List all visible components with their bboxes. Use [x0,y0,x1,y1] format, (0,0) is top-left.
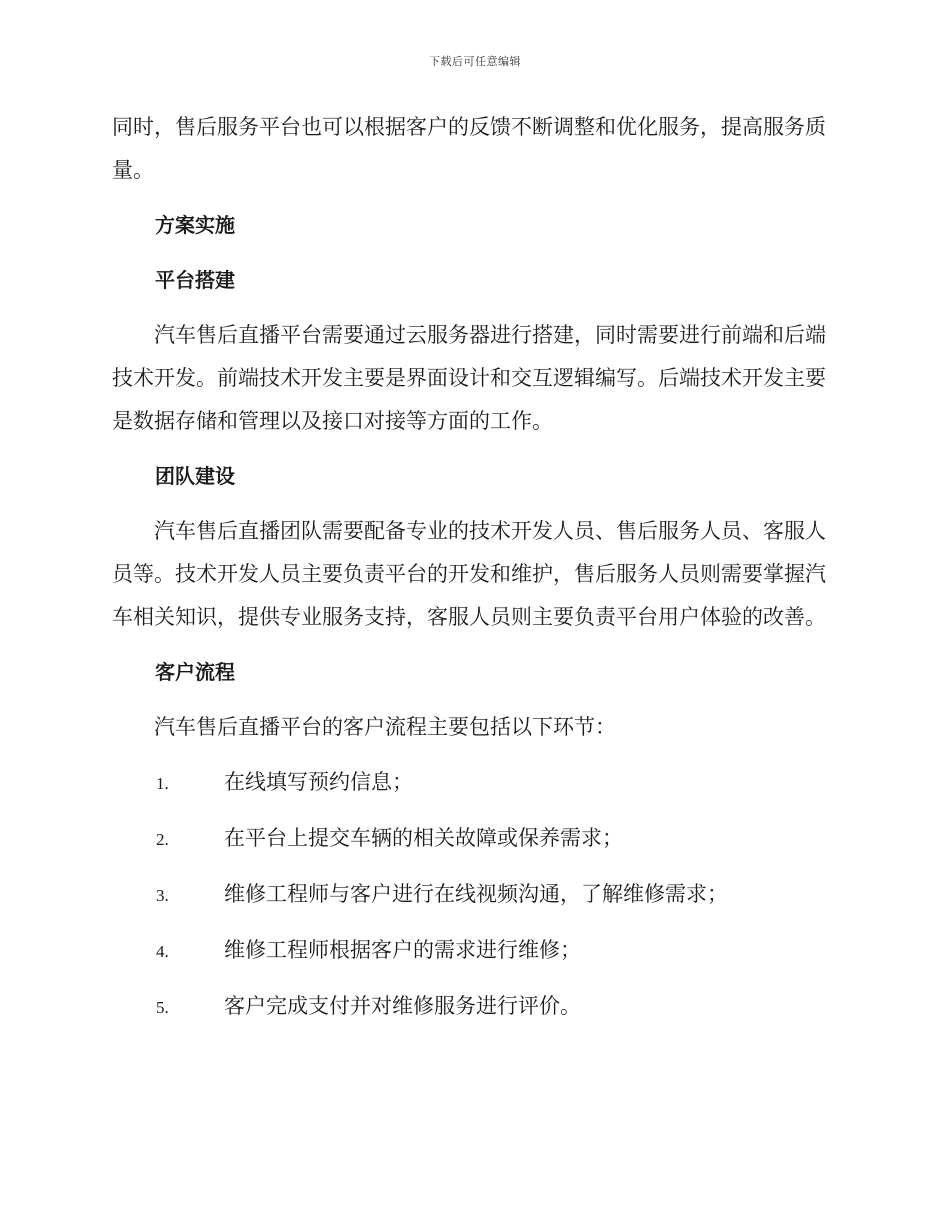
list-item [112,873,832,917]
list-item [112,929,832,973]
team-heading: 团队建设 [155,464,235,488]
list-item [112,817,832,861]
process-heading: 客户流程 [155,660,235,684]
list-item-number: 1. [156,774,169,793]
page-header: 下载后可任意编辑 [429,55,521,68]
list-item [112,985,832,1029]
list-item-text: 维修工程师根据客户的需求进行维修； [224,938,581,962]
document-body [112,106,832,1029]
list-item-text: 在平台上提交车辆的相关故障或保养需求； [224,826,623,850]
team-paragraph: 汽车售后直播团队需要配备专业的技术开发人员、售后服务人员、客服人员等。技术开发人员主要负责平台的开发和维护，售后服务人员则需要掌握汽车相关知识，提供专业服务支持，客服人员则主要负责平台用户体验的改善。 [112,519,826,629]
process-intro: 汽车售后直播平台的客户流程主要包括以下环节： [154,715,616,739]
section-title: 方案实施 [155,213,235,237]
list-item-number: 3. [156,886,169,905]
list-item-number: 2. [156,830,169,849]
list-item [112,761,832,805]
platform-heading: 平台搭建 [155,268,235,292]
platform-paragraph: 汽车售后直播平台需要通过云服务器进行搭建，同时需要进行前端和后端技术开发。前端技术开发主要是界面设计和交互逻辑编写。后端技术开发主要是数据存储和管理以及接口对接等方面的工作。 [112,323,826,433]
list-item-text: 维修工程师与客户进行在线视频沟通，了解维修需求； [224,882,728,906]
list-item-number: 4. [156,942,169,961]
list-item-text: 在线填写预约信息； [224,770,413,794]
list-item-number: 5. [156,998,169,1017]
list-item-text: 客户完成支付并对维修服务进行评价。 [224,994,581,1018]
intro-paragraph: 同时，售后服务平台也可以根据客户的反馈不断调整和优化服务，提高服务质量。 [112,115,826,182]
